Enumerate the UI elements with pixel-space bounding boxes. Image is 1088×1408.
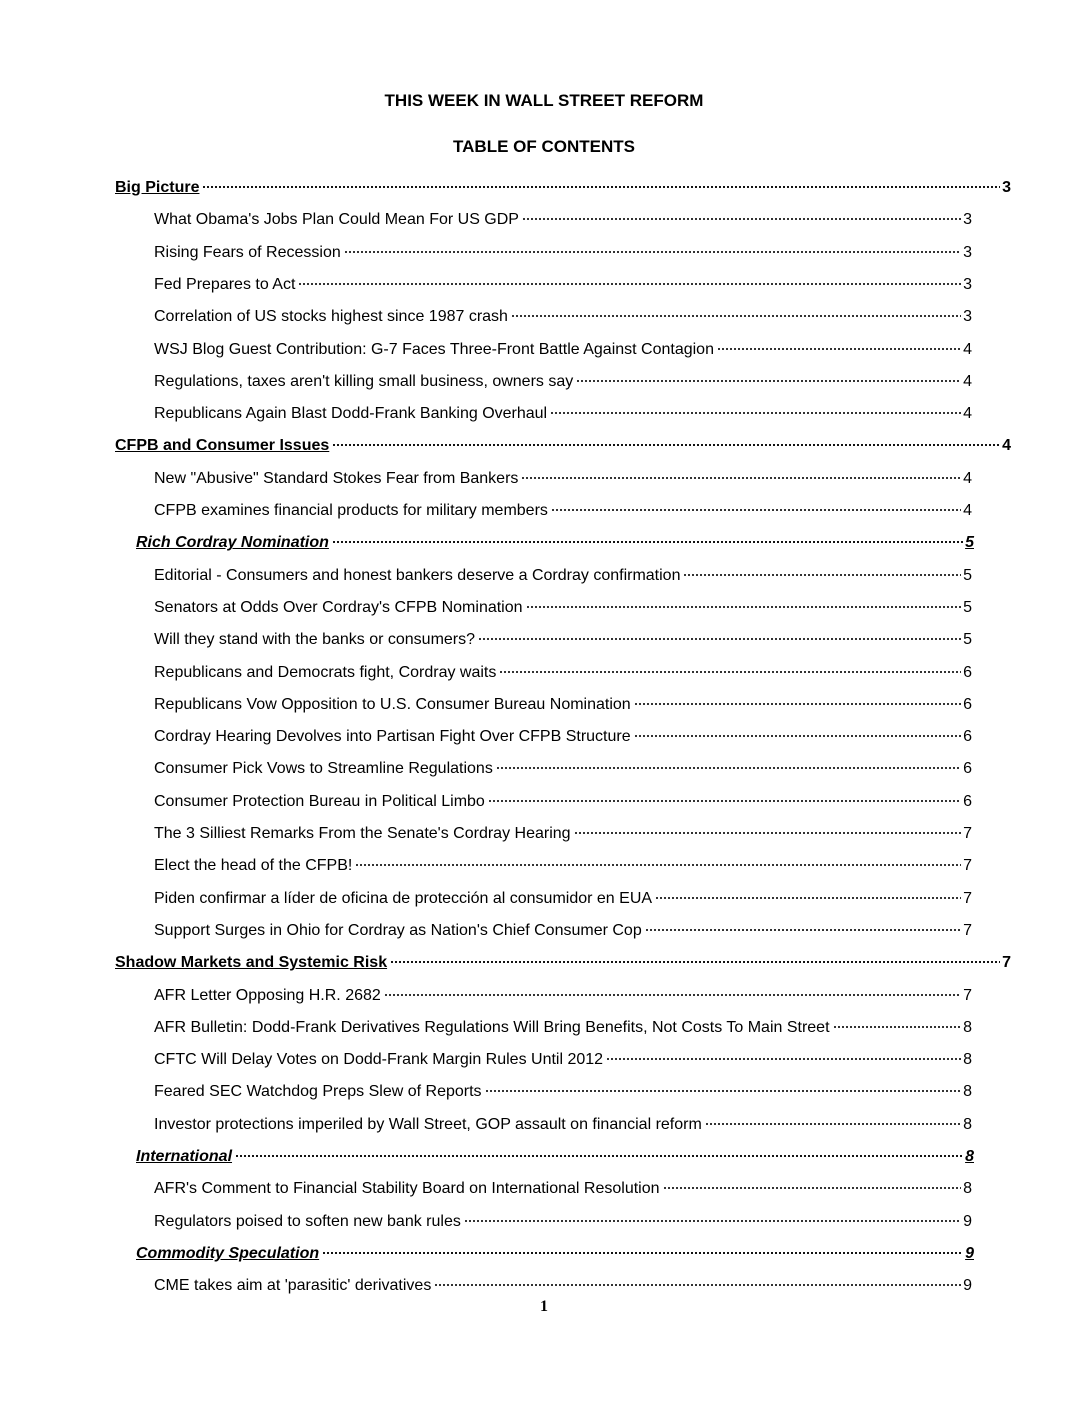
document-title: THIS WEEK IN WALL STREET REFORM bbox=[384, 91, 704, 110]
dot-leader bbox=[464, 1220, 961, 1222]
dot-leader bbox=[355, 864, 961, 866]
dot-leader bbox=[655, 897, 961, 899]
dot-leader bbox=[485, 1090, 962, 1092]
toc-entry-page: 4 bbox=[963, 372, 972, 390]
toc-article-link[interactable] bbox=[154, 693, 972, 717]
toc-entry-page: 6 bbox=[963, 760, 972, 778]
toc-entry-page: 9 bbox=[963, 1277, 972, 1295]
toc-entry-page: 7 bbox=[963, 889, 972, 907]
toc-entry-page: 5 bbox=[965, 534, 974, 552]
toc-article-link[interactable] bbox=[154, 273, 972, 297]
page-number: 1 bbox=[540, 1298, 548, 1315]
toc-entry-label: CME takes aim at 'parasitic' derivatives bbox=[154, 1277, 432, 1295]
toc-entry-label: AFR Letter Opposing H.R. 2682 bbox=[154, 986, 381, 1004]
toc-entry-page: 4 bbox=[963, 340, 972, 358]
toc-entry-label: Regulators poised to soften new bank rules bbox=[154, 1212, 461, 1230]
toc-entry-label: International bbox=[136, 1148, 233, 1165]
dot-leader bbox=[322, 1252, 963, 1254]
toc-entry-label: Republicans and Democrats fight, Cordray waits bbox=[154, 663, 497, 681]
toc-entry-page: 9 bbox=[963, 1212, 972, 1230]
toc-article-link[interactable] bbox=[154, 499, 972, 523]
toc-entry-label: Big Picture bbox=[115, 179, 200, 196]
dot-leader bbox=[526, 606, 962, 608]
toc-entry-page: 7 bbox=[1002, 954, 1011, 972]
toc-article-link[interactable] bbox=[154, 1274, 972, 1298]
dot-leader bbox=[478, 638, 961, 640]
dot-leader bbox=[576, 380, 961, 382]
toc-article-link[interactable] bbox=[154, 241, 972, 265]
toc-entry-page: 8 bbox=[965, 1148, 974, 1165]
toc-entry-page: 5 bbox=[963, 598, 972, 616]
toc-heading: TABLE OF CONTENTS bbox=[453, 137, 635, 156]
dot-leader bbox=[705, 1123, 961, 1125]
dot-leader bbox=[488, 800, 961, 802]
dot-leader bbox=[298, 283, 961, 285]
toc-entry-page: 8 bbox=[963, 1018, 972, 1036]
toc-entry-label: WSJ Blog Guest Contribution: G-7 Faces Three-Front Battle Against Contagion bbox=[154, 340, 714, 358]
toc-entry-label: CFPB examines financial products for military members bbox=[154, 502, 548, 519]
toc-article-link[interactable] bbox=[154, 208, 972, 232]
toc-entry-page: 7 bbox=[963, 825, 972, 842]
toc-entry-label: Rich Cordray Nomination bbox=[136, 534, 329, 552]
toc-entry-label: Commodity Speculation bbox=[136, 1244, 320, 1262]
toc-entry-page: 3 bbox=[1002, 179, 1011, 196]
dot-leader bbox=[499, 671, 961, 673]
toc-entry-label: Shadow Markets and Systemic Risk bbox=[115, 954, 388, 972]
toc-article-link[interactable] bbox=[154, 305, 972, 329]
toc-entry-label: Consumer Protection Bureau in Political Limbo bbox=[154, 792, 485, 810]
dot-leader bbox=[634, 735, 961, 737]
dot-leader bbox=[332, 444, 1000, 446]
toc-section-link[interactable] bbox=[115, 434, 1011, 458]
toc-entry-label: Senators at Odds Over Cordray's CFPB Nomination bbox=[154, 598, 523, 616]
toc-entry-label: Will they stand with the banks or consumers? bbox=[154, 631, 476, 649]
toc-entry-page: 4 bbox=[1002, 437, 1011, 455]
toc-entry-page: 5 bbox=[963, 566, 972, 584]
toc-entry-label: Piden confirmar a líder de oficina de protección al consumidor en EUA bbox=[154, 889, 653, 907]
toc-entry-page: 8 bbox=[963, 1115, 972, 1133]
toc-article-link[interactable] bbox=[154, 1113, 972, 1137]
toc-article-link[interactable] bbox=[154, 596, 972, 620]
toc-article-link[interactable] bbox=[154, 822, 972, 846]
dot-leader bbox=[384, 994, 961, 996]
toc-article-link[interactable] bbox=[154, 628, 972, 652]
dot-leader bbox=[717, 348, 961, 350]
toc-entry-label: The 3 Silliest Remarks From the Senate's Cordray Hearing bbox=[154, 825, 571, 842]
dot-leader bbox=[390, 961, 1000, 963]
toc-entry-page: 3 bbox=[963, 243, 972, 261]
toc-entry-label: AFR's Comment to Financial Stability Board on International Resolution bbox=[154, 1180, 660, 1198]
toc-article-link[interactable] bbox=[154, 757, 972, 781]
toc-article-link[interactable] bbox=[154, 1016, 972, 1040]
dot-leader bbox=[574, 832, 962, 834]
dot-leader bbox=[235, 1155, 963, 1157]
toc-entry-page: 7 bbox=[963, 986, 972, 1004]
toc-entry-page: 6 bbox=[963, 663, 972, 681]
toc-article-link[interactable] bbox=[154, 1210, 972, 1234]
toc-entry-page: 3 bbox=[963, 308, 972, 326]
toc-article-link[interactable] bbox=[154, 984, 972, 1008]
toc-entry-label: CFTC Will Delay Votes on Dodd-Frank Margin Rules Until 2012 bbox=[154, 1051, 604, 1069]
toc-entry-label: New "Abusive" Standard Stokes Fear from Bankers bbox=[154, 469, 519, 487]
toc-article-link[interactable] bbox=[154, 1177, 972, 1201]
toc-entry-label: Correlation of US stocks highest since 1987 crash bbox=[154, 308, 508, 326]
dot-leader bbox=[833, 1026, 962, 1028]
toc-entry-label: AFR Bulletin: Dodd-Frank Derivatives Regulations Will Bring Benefits, Not Costs To Main Street bbox=[154, 1018, 830, 1036]
toc-article-link[interactable] bbox=[154, 887, 972, 911]
toc-entry-page: 8 bbox=[963, 1083, 972, 1101]
toc-entry-page: 3 bbox=[963, 211, 972, 229]
toc-article-link[interactable] bbox=[154, 790, 972, 814]
toc-subsection-link[interactable] bbox=[136, 1145, 974, 1169]
toc-entry-page: 4 bbox=[963, 502, 972, 519]
toc-section-link[interactable] bbox=[115, 176, 1011, 200]
dot-leader bbox=[496, 767, 961, 769]
dot-leader bbox=[202, 186, 1000, 188]
toc-entry-page: 7 bbox=[963, 857, 972, 875]
toc-article-link[interactable] bbox=[154, 919, 972, 943]
toc-entry-label: Consumer Pick Vows to Streamline Regulations bbox=[154, 760, 493, 778]
dot-leader bbox=[522, 218, 961, 220]
toc-article-link[interactable] bbox=[154, 467, 972, 491]
toc-entry-label: Investor protections imperiled by Wall Street, GOP assault on financial reform bbox=[154, 1115, 702, 1133]
dot-leader bbox=[344, 251, 961, 253]
toc-entry-label: CFPB and Consumer Issues bbox=[115, 437, 330, 455]
dot-leader bbox=[645, 929, 961, 931]
toc-article-link[interactable] bbox=[154, 402, 972, 426]
toc-entry-page: 8 bbox=[963, 1051, 972, 1069]
dot-leader bbox=[434, 1284, 961, 1286]
toc-article-link[interactable] bbox=[154, 564, 972, 588]
toc-article-link[interactable] bbox=[154, 661, 972, 685]
toc-entry-page: 8 bbox=[963, 1180, 972, 1198]
toc-entry-label: What Obama's Jobs Plan Could Mean For US GDP bbox=[154, 211, 519, 229]
toc-article-link[interactable] bbox=[154, 1080, 972, 1104]
toc-entry-page: 4 bbox=[963, 405, 972, 423]
dot-leader bbox=[634, 703, 961, 705]
toc-entry-page: 6 bbox=[963, 792, 972, 810]
toc-subsection-link[interactable] bbox=[136, 1242, 974, 1266]
toc-entry-page: 6 bbox=[963, 728, 972, 746]
toc-entry-label: Regulations, taxes aren't killing small business, owners say bbox=[154, 372, 574, 390]
toc-entry-page: 7 bbox=[963, 921, 972, 939]
toc-entry-label: Fed Prepares to Act bbox=[154, 275, 296, 293]
toc-entry-page: 6 bbox=[963, 695, 972, 713]
toc-entry-page: 5 bbox=[963, 631, 972, 649]
dot-leader bbox=[663, 1187, 962, 1189]
dot-leader bbox=[683, 574, 961, 576]
toc-entry-label: Elect the head of the CFPB! bbox=[154, 857, 353, 875]
toc-entry-page: 4 bbox=[963, 469, 972, 487]
toc-entry-label: Editorial - Consumers and honest bankers deserve a Cordray confirmation bbox=[154, 566, 681, 584]
toc-entry-label: Feared SEC Watchdog Preps Slew of Reports bbox=[154, 1083, 482, 1101]
toc-entry-label: Support Surges in Ohio for Cordray as Nation's Chief Consumer Cop bbox=[154, 921, 642, 939]
toc-article-link[interactable] bbox=[154, 725, 972, 749]
toc-article-link[interactable] bbox=[154, 854, 972, 878]
toc-entry-label: Cordray Hearing Devolves into Partisan Fight Over CFPB Structure bbox=[154, 728, 631, 746]
toc-section-link[interactable] bbox=[115, 951, 1011, 975]
dot-leader bbox=[550, 412, 961, 414]
dot-leader bbox=[551, 509, 961, 511]
toc-entry-label: Republicans Vow Opposition to U.S. Consumer Bureau Nomination bbox=[154, 695, 631, 713]
toc-article-link[interactable] bbox=[154, 370, 972, 394]
toc-entry-label: Rising Fears of Recession bbox=[154, 243, 341, 261]
toc-subsection-link[interactable] bbox=[136, 531, 974, 555]
dot-leader bbox=[521, 477, 961, 479]
dot-leader bbox=[332, 541, 963, 543]
toc-article-link[interactable] bbox=[154, 338, 972, 362]
toc-entry-label: Republicans Again Blast Dodd-Frank Banking Overhaul bbox=[154, 405, 548, 423]
toc-entry-page: 9 bbox=[965, 1244, 974, 1262]
toc-article-link[interactable] bbox=[154, 1048, 972, 1072]
toc-entry-page: 3 bbox=[963, 275, 972, 293]
dot-leader bbox=[511, 315, 961, 317]
dot-leader bbox=[606, 1058, 961, 1060]
